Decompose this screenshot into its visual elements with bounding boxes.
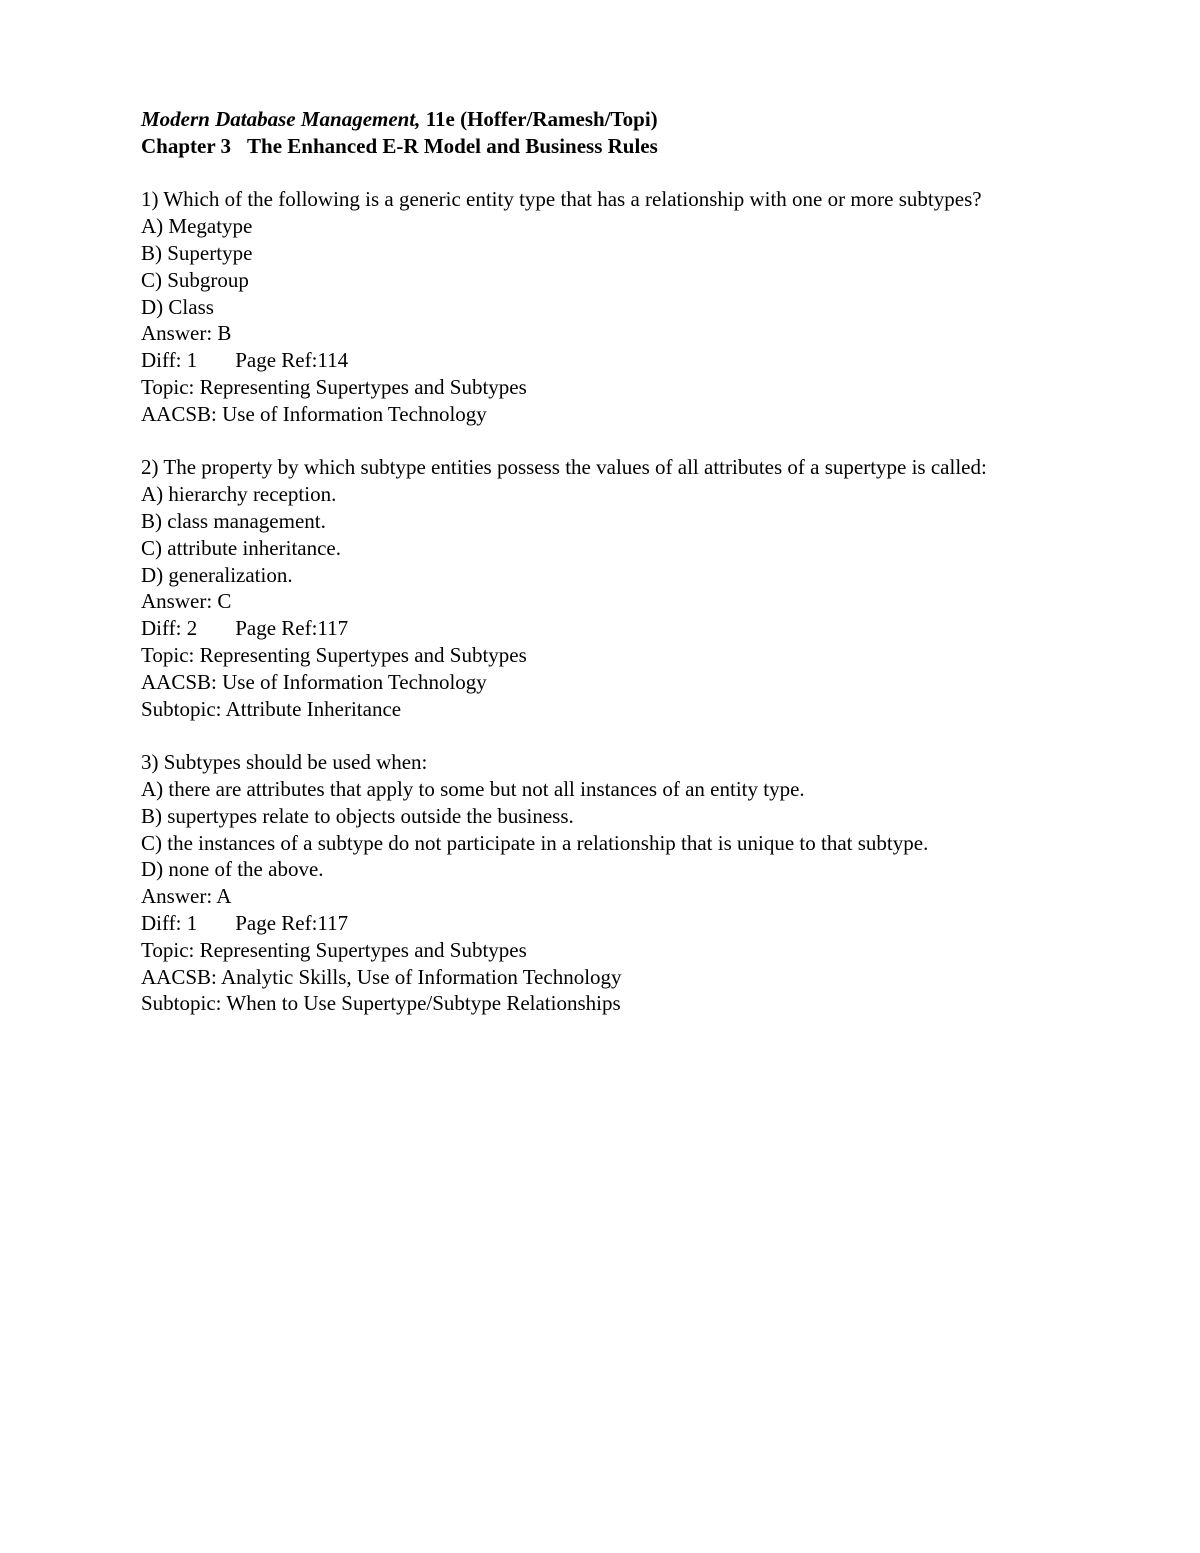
- option-c: C) the instances of a subtype do not participate in a relationship that is unique to that subtype.: [141, 830, 929, 855]
- chapter-heading: [141, 133, 1041, 160]
- subtopic: Subtopic: Attribute Inheritance: [141, 696, 402, 721]
- book-title-line: [141, 106, 1041, 133]
- option-a: A) Megatype: [141, 214, 253, 239]
- difficulty: Diff: 2: [141, 616, 198, 641]
- book-title: Modern Database Management,: [141, 107, 421, 131]
- option-c: C) attribute inheritance.: [141, 535, 342, 560]
- question-2: [141, 454, 1041, 722]
- difficulty: Diff: 1: [141, 348, 198, 373]
- option-d: D) none of the above.: [141, 857, 324, 882]
- question-stem: 3) Subtypes should be used when:: [141, 750, 428, 775]
- page-ref: Page Ref:117: [235, 616, 349, 641]
- aacsb: AACSB: Use of Information Technology: [141, 401, 487, 426]
- edition-authors: 11e (Hoffer/Ramesh/Topi): [420, 107, 658, 131]
- option-d: D) Class: [141, 294, 214, 319]
- difficulty-line: [141, 347, 1041, 374]
- page-ref: Page Ref:114: [235, 348, 349, 373]
- question-stem: 2) The property by which subtype entities possess the values of all attributes of a supertype is called:: [141, 455, 987, 480]
- answer: Answer: A: [141, 884, 232, 909]
- chapter-title: The Enhanced E-R Model and Business Rules: [247, 133, 658, 158]
- page-ref: Page Ref:117: [235, 910, 349, 935]
- option-d: D) generalization.: [141, 562, 293, 587]
- option-b: B) class management.: [141, 508, 326, 533]
- difficulty-line: [141, 615, 1041, 642]
- difficulty-line: [141, 910, 1041, 937]
- question-1: [141, 186, 1041, 427]
- option-c: C) Subgroup: [141, 267, 249, 292]
- aacsb: AACSB: Use of Information Technology: [141, 669, 487, 694]
- question-3: [141, 749, 1041, 1017]
- option-b: B) supertypes relate to objects outside the business.: [141, 803, 574, 828]
- subtopic: Subtopic: When to Use Supertype/Subtype Relationships: [141, 991, 621, 1016]
- option-a: A) hierarchy reception.: [141, 482, 337, 507]
- option-b: B) Supertype: [141, 240, 253, 265]
- topic: Topic: Representing Supertypes and Subtypes: [141, 374, 527, 399]
- question-stem: 1) Which of the following is a generic entity type that has a relationship with one or more subtypes?: [141, 187, 982, 212]
- topic: Topic: Representing Supertypes and Subtypes: [141, 937, 527, 962]
- answer: Answer: B: [141, 321, 232, 346]
- aacsb: AACSB: Analytic Skills, Use of Information Technology: [141, 964, 622, 989]
- option-a: A) there are attributes that apply to some but not all instances of an entity type.: [141, 776, 805, 801]
- answer: Answer: C: [141, 589, 232, 614]
- topic: Topic: Representing Supertypes and Subtypes: [141, 642, 527, 667]
- difficulty: Diff: 1: [141, 910, 198, 935]
- document-page: [141, 106, 1041, 1017]
- chapter-number: Chapter 3: [141, 133, 232, 158]
